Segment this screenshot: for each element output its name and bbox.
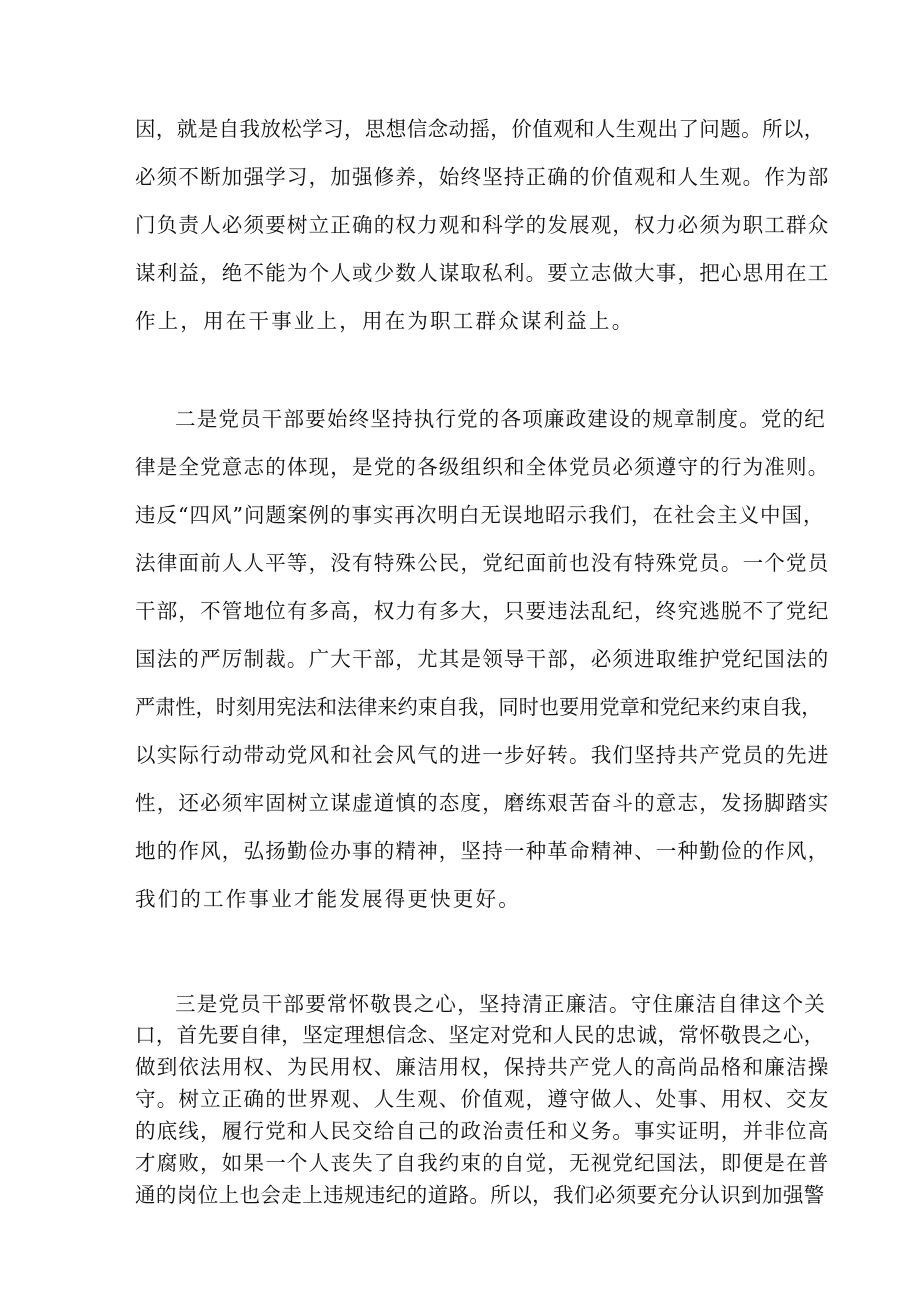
text-line: 违反“四风”问题案例的事实再次明白无误地昭示我们，在社会主义中国， [135, 503, 825, 527]
text-line: 干部，不管地位有多高，权力有多大，只要违法乱纪，终究逃脱不了党纪 [135, 599, 830, 623]
text-line: 三是党员干部要常怀敬畏之心，坚持清正廉洁。守住廉洁自律这个关 [175, 992, 826, 1016]
text-line: 才腐败，如果一个人丧失了自我约束的自觉，无视党纪国法，即便是在普 [135, 1151, 830, 1175]
text-line: 性，还必须牢固树立谋虚道慎的态度，磨练艰苦奋斗的意志，发扬脚踏实 [135, 791, 830, 815]
text-line: 我们的工作事业才能发展得更快更好。 [135, 887, 521, 911]
text-line: 必须不断加强学习，加强修养，始终坚持正确的价值观和人生观。作为部 [135, 165, 830, 189]
text-line: 因，就是自我放松学习，思想信念动摇，价值观和人生观出了问题。所以， [135, 117, 825, 141]
text-line: 严肃性，时刻用宪法和法律来约束自我，同时也要用党章和党纪来约束自我， [135, 695, 822, 719]
text-line: 门负责人必须要树立正确的权力观和科学的发展观，权力必须为职工群众 [135, 213, 830, 237]
text-line: 以实际行动带动党风和社会风气的进一步好转。我们坚持共产党员的先进 [135, 743, 830, 767]
text-line: 律是全党意志的体现，是党的各级组织和全体党员必须遵守的行为准则。 [135, 455, 830, 479]
text-line: 作上，用在干事业上，用在为职工群众谋利益上。 [135, 309, 635, 333]
text-line: 守。树立正确的世界观、人生观、价值观，遵守做人、处事、用权、交友 [135, 1087, 830, 1111]
text-line: 地的作风，弘扬勤俭办事的精神，坚持一种革命精神、一种勤俭的作风， [135, 839, 830, 863]
text-line: 国法的严厉制裁。广大干部，尤其是领导干部，必须进取维护党纪国法的 [135, 647, 830, 671]
text-line: 的底线，履行党和人民交给自己的政治责任和义务。事实证明，并非位高 [135, 1119, 830, 1143]
text-line: 二是党员干部要始终坚持执行党的各项廉政建设的规章制度。党的纪 [175, 407, 826, 431]
text-line: 通的岗位上也会走上违规违纪的道路。所以，我们必须要充分认识到加强警 [135, 1183, 825, 1207]
text-line: 谋利益，绝不能为个人或少数人谋取私利。要立志做大事，把心思用在工 [135, 261, 830, 285]
text-line: 做到依法用权、为民用权、廉洁用权，保持共产党人的高尚品格和廉洁操 [135, 1055, 830, 1079]
text-line: 口，首先要自律，坚定理想信念、坚定对党和人民的忠诚，常怀敬畏之心， [135, 1023, 825, 1047]
text-line: 法律面前人人平等，没有特殊公民，党纪面前也没有特殊党员。一个党员 [135, 551, 830, 575]
